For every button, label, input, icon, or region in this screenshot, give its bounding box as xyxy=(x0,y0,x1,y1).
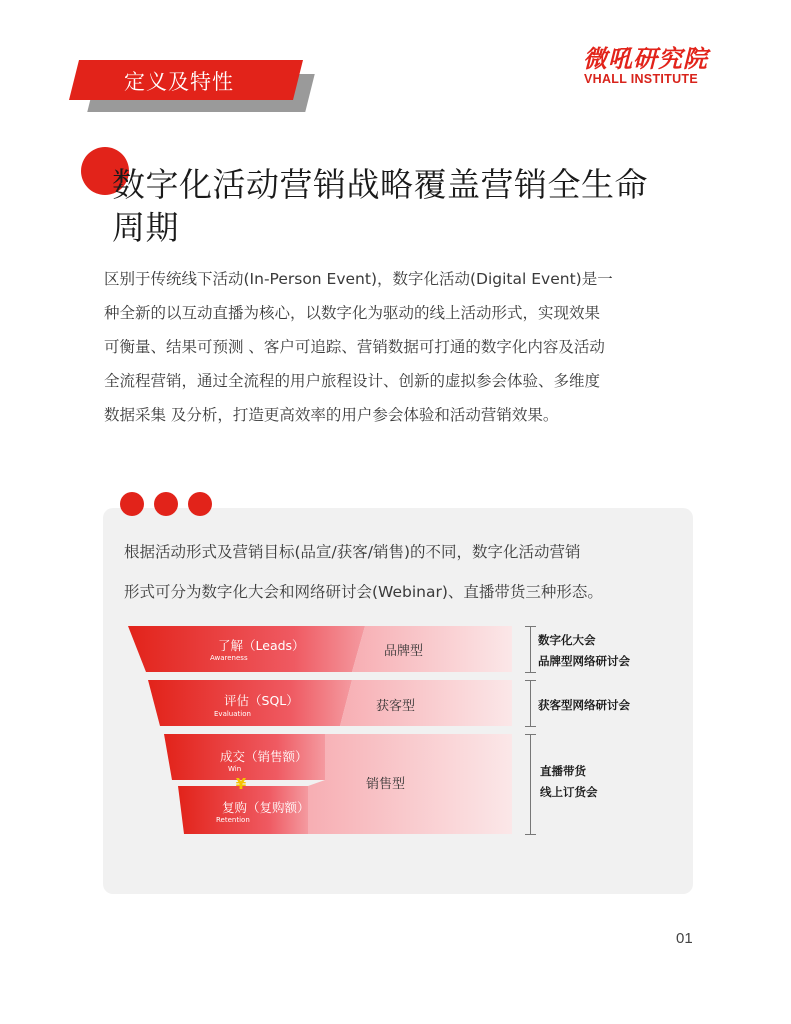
logo-text-en: VHALL INSTITUTE xyxy=(584,72,698,86)
yen-icon: ¥ xyxy=(235,775,247,793)
funnel-band-3-right xyxy=(308,734,512,834)
page-title xyxy=(112,163,712,249)
stage-sublabel: Win xyxy=(228,765,242,773)
stage-label: 复购（复购额） xyxy=(222,800,310,815)
section-label: 定义及特性 xyxy=(124,70,234,94)
intro-line: 区别于传统线下活动(In-Person Event)，数字化活动(Digital Event)是一 xyxy=(104,270,613,288)
bracket-cap xyxy=(525,680,536,681)
stage-sublabel: Evaluation xyxy=(214,710,251,718)
stage-sublabel: Awareness xyxy=(210,654,248,662)
side-label: 直播带货 xyxy=(540,764,586,778)
side-label: 品牌型网络研讨会 xyxy=(538,654,630,668)
intro-paragraph xyxy=(104,262,694,432)
bracket-line xyxy=(530,626,531,672)
intro-line: 数据采集 及分析，打造更高效率的用户参会体验和活动营销效果。 xyxy=(104,406,559,424)
decor-dot xyxy=(188,492,212,516)
card-text-line: 根据活动形式及营销目标(品宣/获客/销售)的不同，数字化活动营销 xyxy=(124,543,581,561)
logo-text-cn: 微吼研究院 xyxy=(583,45,708,73)
funnel-band-2-right xyxy=(340,680,512,726)
type-label: 品牌型 xyxy=(384,644,424,659)
bracket-cap xyxy=(525,834,536,835)
side-label: 线上订货会 xyxy=(540,785,598,799)
page-title-line-1: 数字化活动营销战略覆盖营销全生命 xyxy=(112,165,648,204)
bracket-cap xyxy=(525,626,536,627)
bracket-line xyxy=(530,680,531,726)
intro-line: 全流程营销，通过全流程的用户旅程设计、创新的虚拟参会体验、多维度 xyxy=(104,372,601,390)
stage-label: 成交（销售额） xyxy=(220,749,308,764)
bracket-cap xyxy=(525,734,536,735)
side-label: 获客型网络研讨会 xyxy=(538,698,630,712)
decor-dot xyxy=(120,492,144,516)
page-title-line-2: 周期 xyxy=(112,208,179,247)
stage-label: 评估（SQL） xyxy=(224,693,299,708)
intro-line: 种全新的以互动直播为核心，以数字化为驱动的线上活动形式，实现效果 xyxy=(104,304,601,322)
bracket-cap xyxy=(525,672,536,673)
funnel-graphic xyxy=(120,620,580,840)
page-number: 01 xyxy=(676,930,693,947)
side-label: 数字化大会 xyxy=(538,633,596,647)
bracket-cap xyxy=(525,726,536,727)
intro-line: 可衡量、结果可预测 、客户可追踪、营销数据可打通的数字化内容及活动 xyxy=(104,338,605,356)
type-label: 销售型 xyxy=(366,777,406,792)
card-text xyxy=(124,532,694,612)
bracket-line xyxy=(530,734,531,834)
stage-label: 了解（Leads） xyxy=(218,638,305,653)
funnel-band-1-right xyxy=(352,626,512,672)
decor-dot xyxy=(154,492,178,516)
type-label: 获客型 xyxy=(376,699,416,714)
stage-sublabel: Retention xyxy=(216,816,250,824)
card-text-line: 形式可分为数字化大会和网络研讨会(Webinar)、直播带货三种形态。 xyxy=(124,583,603,601)
